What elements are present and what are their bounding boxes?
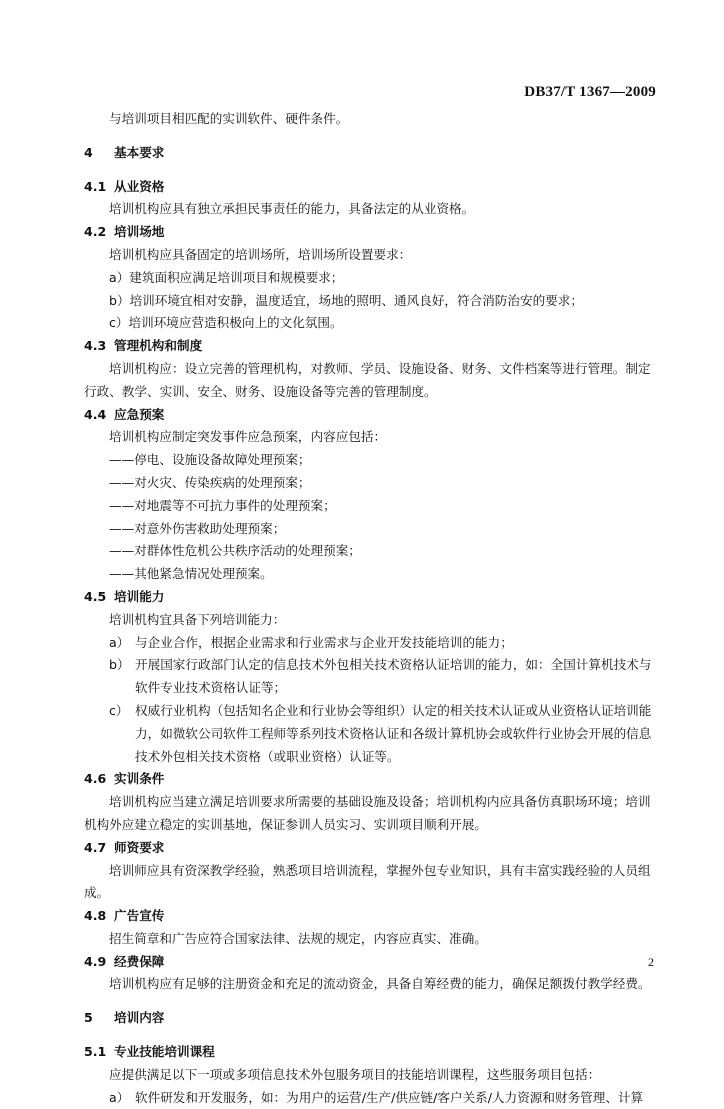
paragraph: 培训机构应：设立完善的管理机构，对教师、学员、设施设备、财务、文件档案等进行管理。制定行政、教学、实训、安全、财务、设施设备等完善的管理制度。 <box>84 360 651 399</box>
list-item <box>84 654 659 700</box>
paragraph: 应提供满足以下一项或多项信息技术外包服务项目的技能培训课程，这些服务项目包括： <box>109 1066 601 1082</box>
section-title: 从业资格 <box>114 178 165 194</box>
dash-list-item: ——停电、设施设备故障处理预案； <box>109 452 311 468</box>
section-number: 5.1 <box>84 1044 107 1060</box>
section-number: 4.1 <box>84 178 107 194</box>
list-item: b）培训环境宜相对安静，温度适宜，场地的照明、通风良好，符合消防治安的要求； <box>109 292 583 308</box>
page-number: 2 <box>648 955 654 969</box>
section-number: 4 <box>84 144 93 160</box>
section-title: 实训条件 <box>114 771 165 787</box>
section-heading-4-7 <box>84 837 659 860</box>
paragraph: 培训机构应具有独立承担民事责任的能力，具备法定的从业资格。 <box>109 201 475 217</box>
paragraph: 培训机构应当建立满足培训要求所需要的基础设施及设备；培训机构内应具备仿真职场环境；培训机构外应建立稳定的实训基地，保证参训人员实习、实训项目顺利开展。 <box>84 794 651 832</box>
section-heading-5-1 <box>84 1041 659 1064</box>
section-title: 广告宣传 <box>114 908 165 924</box>
section-number: 4.3 <box>84 338 107 354</box>
section-title: 专业技能培训课程 <box>114 1044 215 1060</box>
section-title: 培训场地 <box>114 224 165 240</box>
dash-list-item: ——其他紧急情况处理预案。 <box>109 566 273 582</box>
section-number: 4.5 <box>84 588 107 604</box>
list-item <box>84 700 659 768</box>
list-marker: a） <box>109 634 130 650</box>
list-item <box>84 1087 659 1109</box>
section-heading-4-8 <box>84 905 659 928</box>
section-number: 4.6 <box>84 771 107 787</box>
section-title: 经费保障 <box>114 953 165 969</box>
dash-list-item: ——对地震等不可抗力事件的处理预案； <box>109 497 336 513</box>
section-title: 培训内容 <box>114 1010 165 1026</box>
paragraph: 招生简章和广告应符合国家法律、法规的规定，内容应真实、准确。 <box>109 930 487 946</box>
section-title: 基本要求 <box>114 144 165 160</box>
list-marker: b） <box>109 657 130 673</box>
section-number: 4.8 <box>84 908 107 924</box>
header-code: DB37/T 1367—2009 <box>524 84 656 100</box>
section-heading-4-3 <box>84 335 659 358</box>
list-item-text: 开展国家行政部门认定的信息技术外包相关技术资格认证培训的能力，如：全国计算机技术与软件专业技术资格认证等； <box>135 657 652 696</box>
section-heading-4-2 <box>84 221 659 244</box>
list-item-text: 权威行业机构（包括知名企业和行业协会等组织）认定的相关技术认证或从业资格认证培训能力，如微软公司软件工程师等系列技术资格认证和各级计算机协会或软件行业协会开展的信息技术外包相关技术资格（或职业资格）认证等。 <box>135 702 652 764</box>
section-title: 管理机构和制度 <box>114 338 203 354</box>
section-number: 5 <box>84 1010 93 1026</box>
paragraph: 培训机构宜具备下列培训能力： <box>109 611 286 627</box>
section-title: 应急预案 <box>114 406 165 422</box>
section-heading-4 <box>84 142 659 165</box>
section-heading-4-6 <box>84 768 659 791</box>
section-heading-4-5 <box>84 586 659 609</box>
list-marker: a） <box>109 1089 130 1105</box>
paragraph: 培训机构应有足够的注册资金和充足的流动资金，具备自筹经费的能力，确保足额拨付教学经费。 <box>109 976 651 992</box>
dash-list-item: ——对群体性危机公共秩序活动的处理预案； <box>109 543 361 559</box>
paragraph: 培训机构应制定突发事件应急预案，内容应包括： <box>109 429 387 445</box>
document-body <box>84 108 659 1109</box>
paragraph: 培训机构应具备固定的培训场所，培训场所设置要求： <box>109 246 412 262</box>
section-number: 4.2 <box>84 224 107 240</box>
section-number: 4.4 <box>84 406 107 422</box>
section-number: 4.9 <box>84 953 107 969</box>
list-item: a）建筑面积应满足培训项目和规模要求； <box>109 269 344 285</box>
list-marker: c） <box>109 702 129 718</box>
list-item-text: 软件研发和开发服务，如：为用户的运营/生产/供应链/客户关系/人力资源和财务管理、计算 <box>135 1089 644 1105</box>
paragraph: 培训师应具有资深教学经验，熟悉项目培训流程，掌握外包专业知识，具有丰富实践经验的人员组成。 <box>84 862 651 901</box>
dash-list-item: ——对意外伤害救助处理预案； <box>109 520 286 536</box>
section-number: 4.7 <box>84 839 107 855</box>
paragraph: 与培训项目相匹配的实训软件、硬件条件。 <box>109 111 349 126</box>
list-item: c）培训环境应营造积极向上的文化氛围。 <box>109 315 343 331</box>
section-title: 师资要求 <box>114 839 165 855</box>
section-heading-4-9 <box>84 951 659 974</box>
list-item-text: 与企业合作，根据企业需求和行业需求与企业开发技能培训的能力； <box>135 634 513 650</box>
section-heading-4-1 <box>84 176 659 199</box>
section-heading-5 <box>84 1007 659 1030</box>
section-heading-4-4 <box>84 404 659 427</box>
dash-list-item: ——对火灾、传染疾病的处理预案； <box>109 474 311 490</box>
list-item <box>84 632 659 655</box>
section-title: 培训能力 <box>114 588 165 604</box>
